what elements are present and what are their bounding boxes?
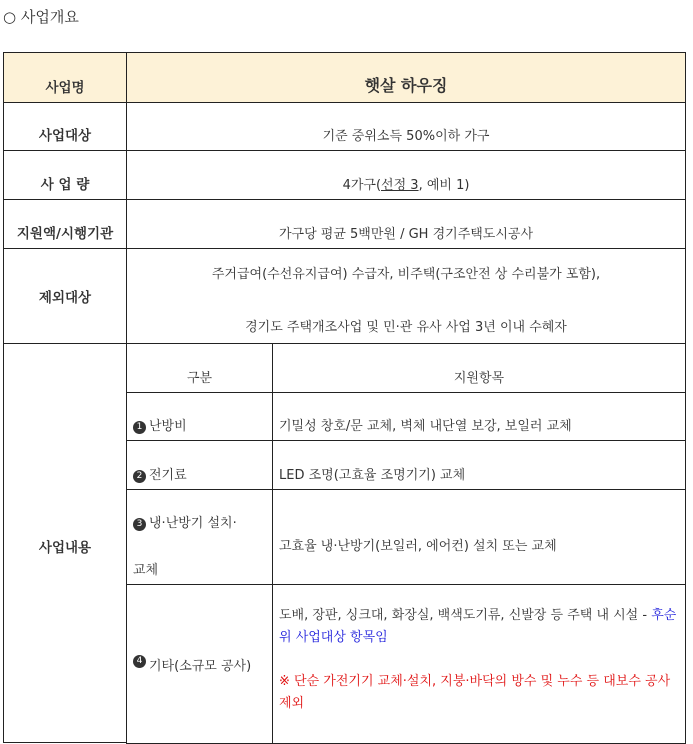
inner-header-category: 구분 <box>126 343 273 393</box>
label-content: 사업내용 <box>3 343 127 743</box>
category-label: 기타(소규모 공사) <box>149 659 252 674</box>
category-4 <box>126 584 273 744</box>
number-4-icon: 4 <box>133 655 146 668</box>
label-target: 사업대상 <box>3 102 127 151</box>
exclusion-line-2: 경기도 주택개조사업 및 민·관 유사 사업 3년 이내 수혜자 <box>245 320 567 335</box>
label-exclusion: 제외대상 <box>3 248 127 344</box>
detail-4-text: 도배, 장판, 싱크대, 화장실, 백색도기류, 신발장 등 주택 내 시설 - <box>279 608 652 623</box>
category-label: 냉·난방기 설치· <box>149 516 237 531</box>
detail-4-priority-note: 후순위 사업대상 항목임 <box>279 608 677 645</box>
detail-2: LED 조명(고효율 조명기기) 교체 <box>272 440 686 490</box>
category-3 <box>126 489 273 585</box>
inner-header-detail: 지원항목 <box>272 343 686 393</box>
category-label: 전기료 <box>149 468 187 483</box>
number-3-icon: 3 <box>133 518 146 531</box>
section-title: ○ 사업개요 <box>3 8 79 26</box>
label-quantity: 사 업 량 <box>3 150 127 200</box>
quantity-selected: 선정 3 <box>381 178 419 193</box>
exclusion-value <box>126 248 686 344</box>
category-1 <box>126 392 273 441</box>
quantity-suffix: , 예비 1) <box>418 178 470 193</box>
detail-4 <box>272 584 686 744</box>
category-label-line-2: 교체 <box>133 563 159 578</box>
support-value: 가구당 평균 5백만원 / GH 경기주택도시공사 <box>126 199 686 249</box>
number-2-icon: 2 <box>133 470 146 483</box>
detail-4-exclusion-note: ※ 단순 가전기기 교체·설치, 지붕·바닥의 방수 및 누수 등 대보수 공사 제외 <box>279 674 671 711</box>
business-name-value: 햇살 하우징 <box>126 52 686 103</box>
detail-3: 고효율 냉·난방기(보일러, 에어컨) 설치 또는 교체 <box>272 489 686 585</box>
exclusion-line-1: 주거급여(수선유지급여) 수급자, 비주택(구조안전 상 수리불가 포함), <box>211 267 601 282</box>
number-1-icon: 1 <box>133 421 146 434</box>
target-value: 기준 중위소득 50%이하 가구 <box>126 102 686 151</box>
label-support: 지원액/시행기관 <box>3 199 127 249</box>
quantity-prefix: 4가구( <box>342 178 382 193</box>
category-2 <box>126 440 273 490</box>
category-label: 난방비 <box>149 419 187 434</box>
label-business-name: 사업명 <box>3 52 127 103</box>
quantity-value <box>126 150 686 200</box>
detail-1: 기밀성 창호/문 교체, 벽체 내단열 보강, 보일러 교체 <box>272 392 686 441</box>
